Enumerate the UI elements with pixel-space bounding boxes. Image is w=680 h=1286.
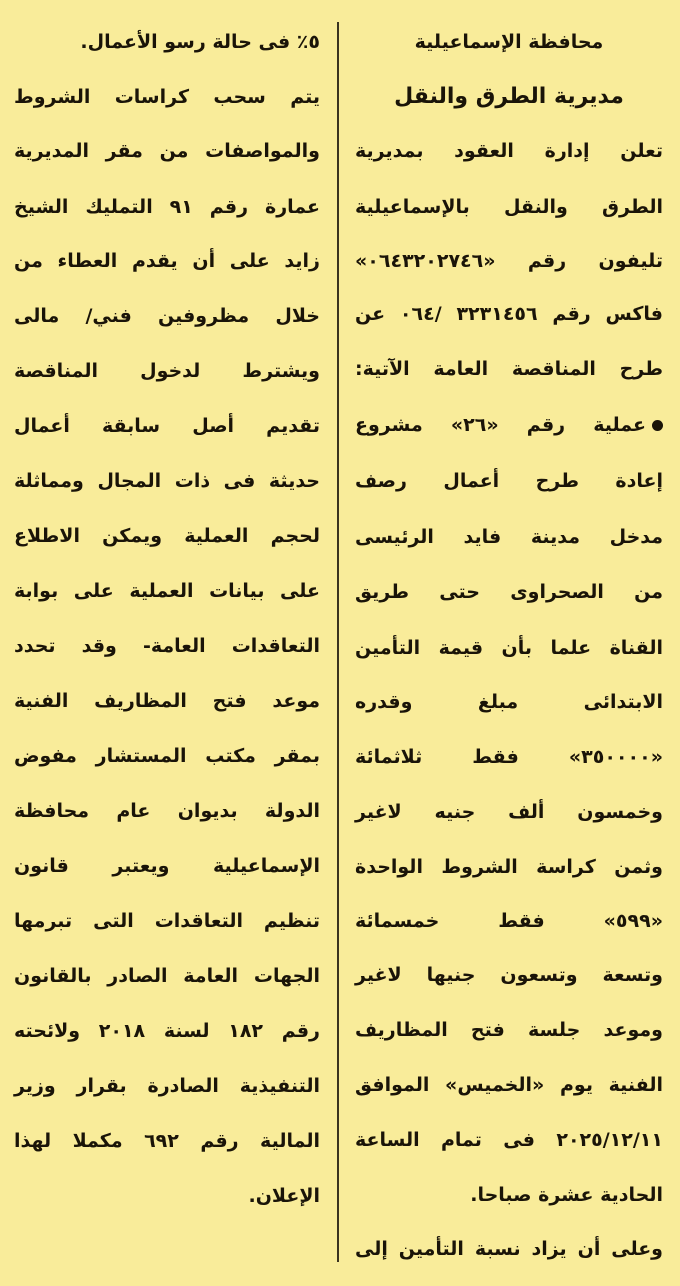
text-line: ويشترط لدخول المناقصة [14, 360, 320, 382]
text-line: إعادة طرح أعمال رصف [355, 470, 663, 492]
text-line: خلال مظروفين فني/ مالى [14, 305, 320, 327]
text-line: وعلى أن يزاد نسبة التأمين إلى [355, 1238, 663, 1260]
text-line: رقم ١٨٢ لسنة ٢٠١٨ ولائحته [14, 1020, 320, 1042]
text-line: على بيانات العملية على بوابة [14, 580, 320, 602]
text-line: لحجم العملية ويمكن الاطلاع [14, 525, 320, 547]
text-line: الإعلان. [248, 1185, 320, 1207]
column-divider [337, 22, 339, 1262]
text-line: والمواصفات من مقر المديرية [14, 140, 320, 162]
text-line: الفنية يوم «الخميس» الموافق [355, 1074, 663, 1096]
text-line: فاكس رقم ٣٢٣١٤٥٦ /٠٦٤ عن [355, 303, 663, 325]
text-line: زايد على أن يقدم العطاء من [14, 250, 320, 272]
text-line: ٥٪ فى حالة رسو الأعمال. [80, 31, 320, 53]
text-line: الابتدائى مبلغ وقدره [355, 691, 663, 713]
text-line: الدولة بديوان عام محافظة [14, 800, 320, 822]
text-line: عمارة رقم ٩١ التمليك الشيخ [14, 196, 320, 218]
text-line: عملية رقم «٢٦» مشروع [355, 414, 646, 436]
text-line: ٢٠٢٥/١٢/١١ فى تمام الساعة [355, 1129, 663, 1151]
text-line: الحادية عشرة صباحا. [470, 1184, 663, 1206]
text-line: تعلن إدارة العقود بمديرية [355, 140, 663, 162]
text-line: تنظيم التعاقدات التى تبرمها [14, 910, 320, 932]
governorate-heading: محافظة الإسماعيلية [414, 31, 604, 53]
text-line: المالية رقم ٦٩٢ مكملا لهذا [14, 1130, 320, 1152]
text-line: الإسماعيلية ويعتبر قانون [14, 855, 320, 877]
text-line: حديثة فى ذات المجال ومماثلة [14, 470, 320, 492]
text-line: وموعد جلسة فتح المظاريف [355, 1019, 663, 1041]
text-line: يتم سحب كراسات الشروط [14, 86, 320, 108]
text-line: مدخل مدينة فايد الرئيسى [355, 526, 663, 548]
text-line: من الصحراوى حتى طريق [355, 581, 663, 603]
text-line: القناة علما بأن قيمة التأمين [355, 637, 663, 659]
text-line: وخمسون ألف جنيه لاغير [355, 801, 663, 823]
text-line: التعاقدات العامة- وقد تحدد [14, 635, 320, 657]
text-line: الطرق والنقل بالإسماعيلية [355, 196, 663, 218]
text-line: طرح المناقصة العامة الآتية: [355, 358, 663, 380]
text-line: «٥٩٩» فقط خمسمائة [355, 910, 663, 932]
text-line: وثمن كراسة الشروط الواحدة [355, 856, 663, 878]
text-line: موعد فتح المظاريف الفنية [14, 690, 320, 712]
bullet-icon [652, 420, 663, 431]
text-line: بمقر مكتب المستشار مفوض [14, 745, 320, 767]
text-line: «٣٥٠٠٠٠» فقط ثلاثمائة [355, 746, 663, 768]
bullet-line [355, 410, 663, 440]
directorate-heading: مديرية الطرق والنقل [394, 84, 624, 109]
text-line: التنفيذية الصادرة بقرار وزير [14, 1075, 320, 1097]
text-line: الجهات العامة الصادر بالقانون [14, 965, 320, 987]
text-line: وتسعة وتسعون جنيها لاغير [355, 964, 663, 986]
text-line: تليفون رقم «٠٦٤٣٢٠٢٧٤٦» [355, 250, 663, 272]
text-line: تقديم أصل سابقة أعمال [14, 415, 320, 437]
